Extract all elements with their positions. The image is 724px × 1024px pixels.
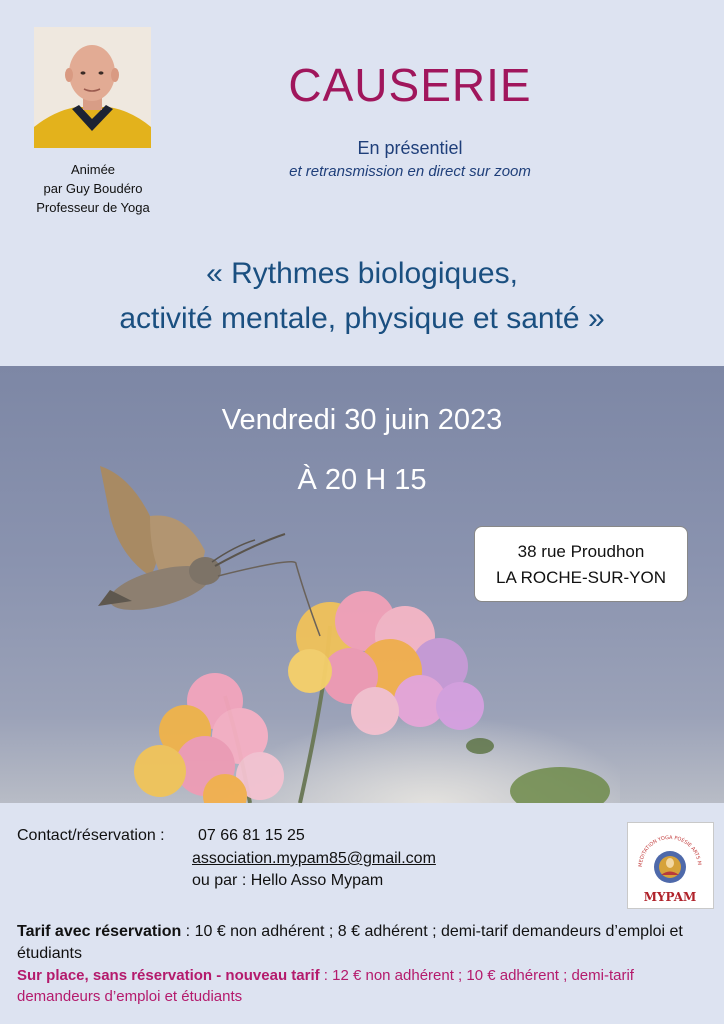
address-street: 38 rue Proudhon xyxy=(517,542,645,561)
contact-alternative: ou par : Hello Asso Mypam xyxy=(192,872,384,889)
speaker-photo xyxy=(34,27,151,148)
speaker-name: par Guy Boudéro xyxy=(43,181,143,196)
contact-label: Contact/réservation : xyxy=(17,827,165,844)
pricing-with-reservation-label: Tarif avec réservation xyxy=(17,923,182,940)
logo-text: MYPAM xyxy=(643,890,697,904)
speaker-line-1: Animée xyxy=(70,162,116,177)
buddha-emblem-icon xyxy=(628,823,713,908)
pricing-with-reservation xyxy=(17,921,707,965)
contact-phone[interactable]: 07 66 81 15 25 xyxy=(198,827,305,844)
speaker-portrait-image xyxy=(34,27,151,148)
speaker-role: Professeur de Yoga xyxy=(36,200,150,215)
logo-arc-text: MEDITATION YOGA POÉSIE ARTS M xyxy=(637,834,703,868)
subtitle-in-person: En présentiel xyxy=(357,138,463,158)
topic-line-2: activité mentale, physique et santé » xyxy=(119,302,605,335)
mypam-logo xyxy=(627,822,714,909)
topic-line-1: « Rythmes biologiques, xyxy=(206,257,518,290)
contact-email-link[interactable]: association.mypam85@gmail.com xyxy=(192,850,436,867)
subtitle-zoom: et retransmission en direct sur zoom xyxy=(289,163,531,180)
pricing-onsite-text: : 12 € non adhérent ; 10 € adhérent ; demi-tarif demandeurs d’emploi et étudiants xyxy=(17,967,634,1005)
page-title: CAUSERIE xyxy=(288,59,532,111)
address-city: LA ROCHE-SUR-YON xyxy=(495,568,667,587)
pricing-onsite xyxy=(17,965,707,1007)
pricing-onsite-label: Sur place, sans réservation - nouveau tarif xyxy=(17,967,320,984)
speaker-caption xyxy=(20,160,166,217)
pricing-with-reservation-text: : 10 € non adhérent ; 8 € adhérent ; demi-tarif demandeurs d’emploi et étudiants xyxy=(17,923,683,962)
talk-topic xyxy=(0,251,724,341)
event-address xyxy=(474,526,688,602)
event-time: À 20 H 15 xyxy=(297,464,427,496)
event-date: Vendredi 30 juin 2023 xyxy=(221,404,503,436)
